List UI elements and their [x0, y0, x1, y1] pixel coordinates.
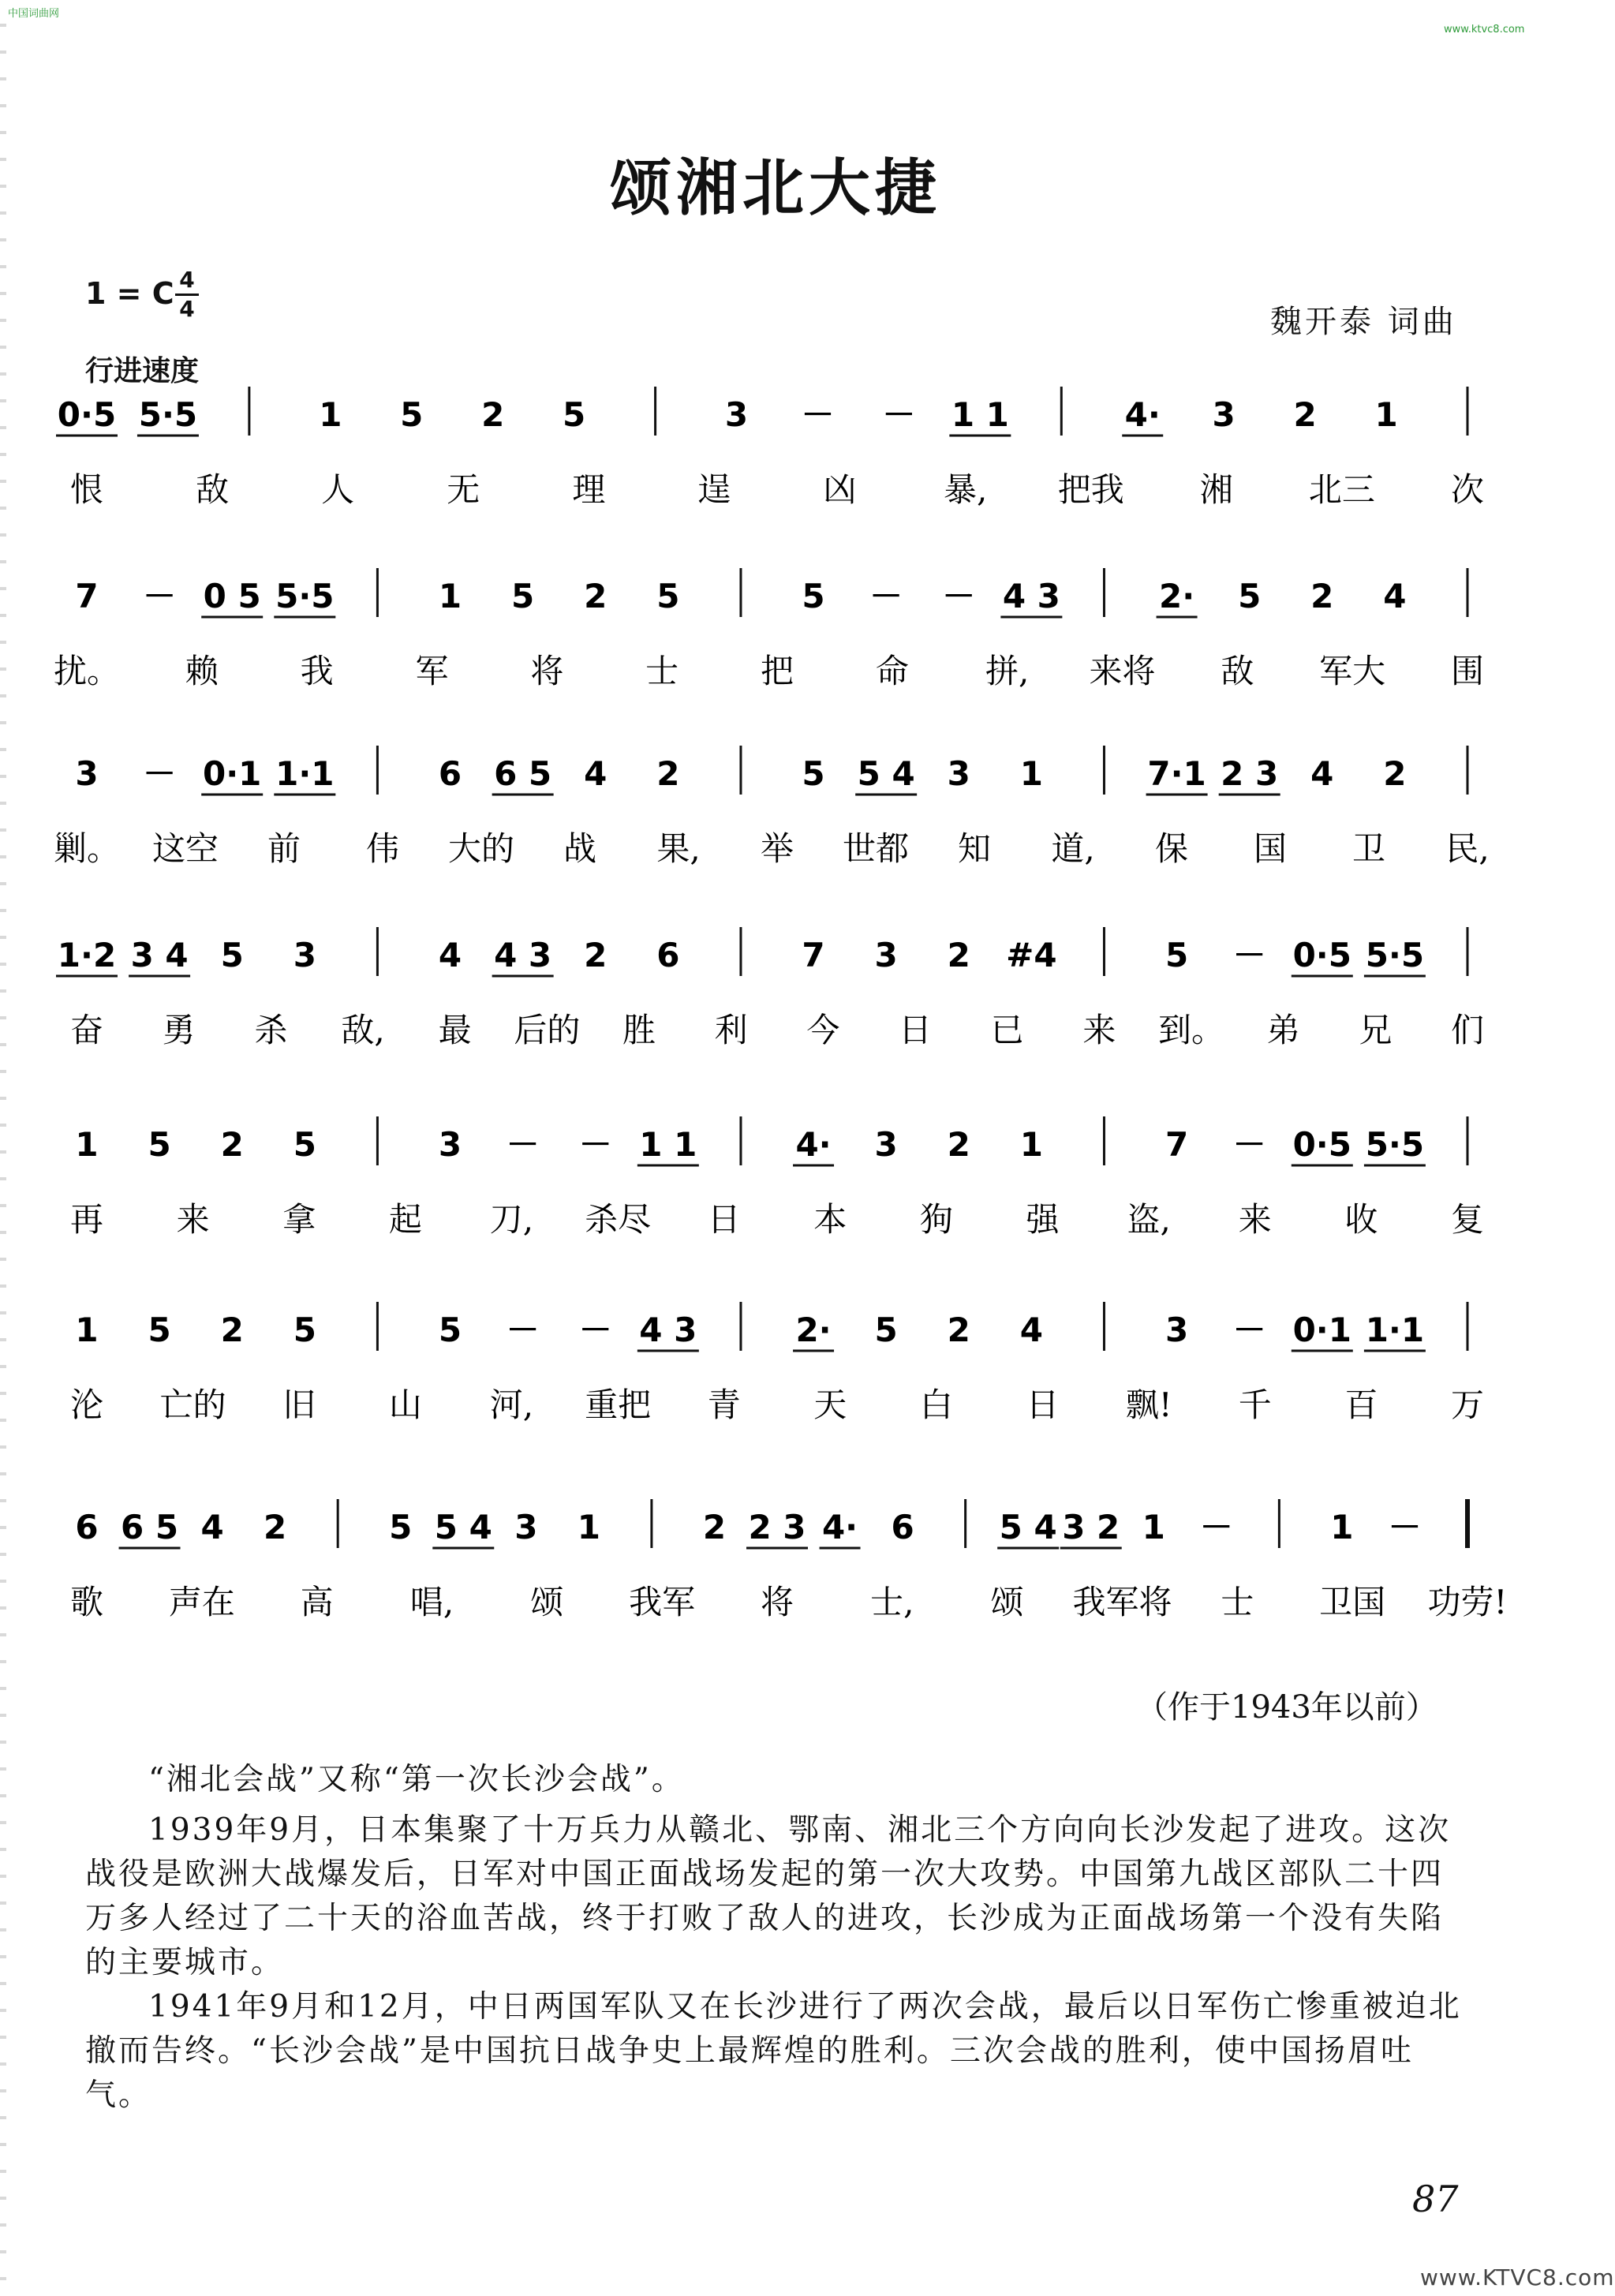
lyric-syllable: 把	[760, 652, 794, 690]
note-token: 2	[584, 936, 607, 974]
note-token: 1	[1019, 754, 1043, 793]
note-token: 1	[1330, 1508, 1354, 1546]
lyric-syllable: 敌,	[341, 1011, 385, 1049]
lyric-syllable: 世都	[842, 829, 910, 868]
lyric-syllable: 日	[898, 1011, 933, 1049]
lyric-syllable: 凶	[823, 470, 857, 509]
note-token: 6	[438, 754, 462, 793]
lyric-syllable: 大的	[447, 829, 515, 868]
lyric-syllable: 日	[1026, 1385, 1060, 1424]
note-token: －	[869, 577, 903, 615]
lyric-syllable: 千	[1238, 1385, 1272, 1424]
note-token: －	[882, 395, 916, 434]
lyric-syllable: 拿	[282, 1200, 316, 1239]
note-token: 5 4	[999, 1508, 1057, 1546]
lyric-syllable: 战	[563, 829, 597, 868]
lyric-syllable: 果,	[656, 829, 701, 868]
lyric-syllable: 杀尽	[585, 1200, 652, 1239]
lyric-syllable: 知	[957, 829, 992, 868]
note-token: 6 5	[121, 1508, 179, 1546]
note-token: 1	[1142, 1508, 1165, 1546]
lyric-syllable: 剿。	[53, 829, 121, 868]
lyric-syllable: 士	[645, 652, 679, 690]
note-token: 0·5	[57, 395, 117, 434]
note-token: 3	[293, 936, 316, 974]
note-paragraph-2: 1939年9月，日本集聚了十万兵力从赣北、鄂南、湘北三个方向向长沙发起了进攻。这次战役是欧洲大战爆发后，日军对中国正面战场发起的第一次大攻势。中国第九战区部队二十四万多人经过了二十天的浴血苦战，终于打败了敌人的进攻，长沙成为正面战场第一个没有失陷的主要城市。	[85, 1812, 1452, 1980]
lyric-syllable: 本	[813, 1200, 847, 1239]
note-paragraph-1: “湘北会战”又称“第一次长沙会战”。	[148, 1762, 685, 1797]
note-token: 5·5	[138, 395, 198, 434]
lyric-syllable: 强	[1026, 1200, 1060, 1239]
note-token: 6	[75, 1508, 99, 1546]
lyric-syllable: 这空	[151, 829, 219, 868]
note-token: 2	[656, 754, 680, 793]
lyric-syllable: 士	[1221, 1583, 1254, 1621]
note-token: －	[578, 1125, 612, 1164]
lyric-syllable: 保	[1154, 829, 1189, 868]
note-token: 2	[1383, 754, 1407, 793]
lyric-syllable: 日	[707, 1200, 741, 1239]
note-token: 4 3	[1002, 577, 1060, 615]
lyric-syllable: 胜	[622, 1011, 656, 1049]
lyric-syllable: 人	[321, 470, 355, 509]
note-token: －	[1232, 1125, 1266, 1164]
note-token: 2	[947, 1311, 970, 1349]
lyric-syllable: 河,	[489, 1385, 534, 1424]
lyric-syllable: 天	[813, 1385, 847, 1424]
lyric-syllable: 我	[300, 652, 334, 690]
note-token: 5	[1165, 936, 1189, 974]
note-token: －	[942, 577, 976, 615]
note-token: 1·1	[275, 754, 335, 793]
note-token: 5	[438, 1311, 462, 1349]
lyric-syllable: 颂	[990, 1583, 1024, 1621]
lyric-syllable: 狗	[919, 1200, 953, 1239]
note-token: 3	[438, 1125, 462, 1164]
note-token: 4	[584, 754, 607, 793]
note-token: 2	[947, 936, 970, 974]
note-token: 5	[400, 395, 424, 434]
note-token: 2·	[795, 1311, 832, 1349]
note-token: 5	[293, 1311, 316, 1349]
lyric-syllable: 北三	[1308, 470, 1375, 509]
note-token: 2	[947, 1125, 970, 1164]
note-token: 4	[438, 936, 462, 974]
lyric-syllable: 前	[267, 829, 301, 868]
lyric-syllable: 恨	[69, 470, 104, 509]
note-token: 1 1	[951, 395, 1009, 434]
meter-top: 4	[179, 267, 195, 293]
note-token: 2	[1293, 395, 1317, 434]
lyric-syllable: 来	[1238, 1200, 1272, 1239]
note-token: 7	[1165, 1125, 1189, 1164]
note-token: 1·2	[57, 936, 117, 974]
note-token: 5	[802, 577, 825, 615]
note-token: 1	[75, 1311, 99, 1349]
note-token: 4·	[795, 1125, 832, 1164]
song-title: 颂湘北大捷	[609, 152, 941, 224]
note-token: 5	[148, 1125, 171, 1164]
note-token: 2 3	[1221, 754, 1279, 793]
note-token: 2	[1310, 577, 1334, 615]
lyric-syllable: 杀	[254, 1011, 288, 1049]
lyric-syllable: 声在	[168, 1583, 235, 1621]
lyric-syllable: 国	[1253, 829, 1288, 868]
note-token: 4	[200, 1508, 224, 1546]
note-token: 5	[1238, 577, 1262, 615]
note-token: 1	[1374, 395, 1398, 434]
key-signature: 1 = C	[85, 276, 174, 311]
lyric-syllable: 已	[990, 1011, 1024, 1049]
note-token: 0·1	[203, 754, 262, 793]
note-token: 5	[656, 577, 680, 615]
note-token: 2	[220, 1125, 244, 1164]
note-token: 5·5	[275, 577, 335, 615]
note-token: 5·5	[1365, 936, 1425, 974]
note-token: －	[506, 1311, 540, 1349]
note-token: －	[1232, 936, 1266, 974]
note-token: 0 5	[203, 577, 261, 615]
note-token: 5	[511, 577, 535, 615]
lyric-syllable: 歌	[69, 1583, 104, 1621]
note-token: 1	[75, 1125, 99, 1164]
lyric-syllable: 百	[1344, 1385, 1378, 1424]
lyric-syllable: 颂	[530, 1583, 564, 1621]
note-token: 5	[389, 1508, 413, 1546]
note-token: 0·5	[1292, 936, 1351, 974]
lyric-syllable: 功劳!	[1427, 1583, 1508, 1621]
lyric-syllable: 亡的	[159, 1385, 226, 1424]
note-token: －	[143, 754, 177, 793]
note-token: －	[1388, 1508, 1422, 1546]
note-token: 5 4	[434, 1508, 492, 1546]
tempo-marking: 行进速度	[85, 355, 200, 387]
note-paragraph-3: 1941年9月和12月，中日两国军队又在长沙进行了两次会战，最后以日军伤亡惨重被迫北撤而告终。“长沙会战”是中国抗日战争史上最辉煌的胜利。三次会战的胜利，使中国扬眉吐气。	[85, 1989, 1462, 2113]
lyric-syllable: 来将	[1089, 652, 1156, 690]
lyric-syllable: 拼,	[985, 652, 1030, 690]
lyric-syllable: 扰。	[53, 652, 121, 690]
lyric-syllable: 旧	[282, 1385, 316, 1424]
lyric-syllable: 最	[438, 1011, 472, 1049]
note-token: 2	[220, 1311, 244, 1349]
note-token: 4 3	[639, 1311, 697, 1349]
note-token: 0·5	[1292, 1125, 1351, 1164]
note-token: 4	[1383, 577, 1407, 615]
note-token: 4·	[821, 1508, 858, 1546]
note-token: 4·	[1124, 395, 1161, 434]
note-token: 2	[264, 1508, 287, 1546]
note-token: 3	[874, 936, 898, 974]
note-token: 6 5	[494, 754, 552, 793]
lyric-syllable: 重把	[585, 1385, 652, 1424]
note-token: 5	[874, 1311, 898, 1349]
lyric-syllable: 我军	[629, 1583, 696, 1621]
note-token: 1·1	[1365, 1311, 1425, 1349]
note-token: 0·1	[1292, 1311, 1351, 1349]
note-token: 7	[802, 936, 825, 974]
note-token: 1	[577, 1508, 600, 1546]
lyric-syllable: 们	[1450, 1011, 1485, 1049]
note-token: 5	[563, 395, 586, 434]
note-token: 2	[481, 395, 505, 434]
lyric-syllable: 围	[1450, 652, 1485, 690]
lyric-syllable: 暴,	[943, 470, 988, 509]
note-token: 5	[802, 754, 825, 793]
lyric-syllable: 利	[714, 1011, 748, 1049]
lyric-syllable: 军大	[1319, 652, 1386, 690]
lyric-syllable: 民,	[1445, 829, 1490, 868]
note-token: 4 3	[494, 936, 552, 974]
note-token: 1	[319, 395, 342, 434]
note-token: 2	[584, 577, 607, 615]
lyric-syllable: 白	[919, 1385, 953, 1424]
lyric-syllable: 山	[388, 1385, 422, 1424]
note-token: －	[1232, 1311, 1266, 1349]
lyric-syllable: 收	[1344, 1200, 1378, 1239]
page-number: 87	[1412, 2178, 1459, 2220]
note-token: 5	[220, 936, 244, 974]
note-token: 5	[293, 1125, 316, 1164]
lyric-syllable: 奋	[69, 1011, 104, 1049]
lyric-syllable: 万	[1450, 1385, 1485, 1424]
lyric-syllable: 卫	[1351, 829, 1386, 868]
lyric-syllable: 次	[1450, 470, 1485, 509]
watermark-top-left: 中国词曲网	[8, 8, 60, 20]
note-token: 2 3	[748, 1508, 806, 1546]
note-token: 3	[75, 754, 99, 793]
note-token: 3	[514, 1508, 538, 1546]
note-token: 2	[702, 1508, 727, 1546]
note-token: －	[801, 395, 835, 434]
note-token: 5·5	[1365, 1125, 1425, 1164]
lyric-syllable: 我军将	[1072, 1583, 1172, 1621]
lyric-syllable: 举	[760, 829, 794, 868]
lyric-syllable: 命	[875, 652, 909, 690]
note-token: #4	[1006, 936, 1057, 974]
lyric-syllable: 敌	[1221, 652, 1254, 690]
lyric-syllable: 刀,	[489, 1200, 534, 1239]
note-token: 4	[1019, 1311, 1043, 1349]
lyric-syllable: 道,	[1051, 829, 1095, 868]
author-credit: 魏开泰 词曲	[1270, 304, 1457, 340]
lyric-syllable: 青	[707, 1385, 741, 1424]
watermark-top-right: www.ktvc8.com	[1444, 24, 1525, 36]
lyric-syllable: 今	[806, 1011, 840, 1049]
watermark-bottom-right: www.KTVC8.com	[1420, 2264, 1615, 2290]
note-token: 1	[438, 577, 462, 615]
note-token: 5 4	[857, 754, 915, 793]
note-token: 1 1	[639, 1125, 697, 1164]
note-token: 1	[1019, 1125, 1043, 1164]
note-token: 7·1	[1147, 754, 1206, 793]
lyric-syllable: 逞	[697, 470, 731, 509]
lyric-syllable: 来	[1082, 1011, 1116, 1049]
lyric-syllable: 卫国	[1319, 1583, 1386, 1621]
note-token: 3	[947, 754, 970, 793]
note-token: 4	[1310, 754, 1334, 793]
note-token: 2·	[1158, 577, 1195, 615]
lyric-syllable: 来	[176, 1200, 210, 1239]
note-token: 3	[1165, 1311, 1189, 1349]
lyric-syllable: 沦	[69, 1385, 104, 1424]
lyric-syllable: 军	[415, 652, 449, 690]
lyric-syllable: 到。	[1157, 1011, 1225, 1049]
lyric-syllable: 复	[1450, 1200, 1485, 1239]
composition-date: （作于1943年以前）	[1136, 1689, 1437, 1726]
note-token: 3 4	[130, 936, 189, 974]
lyric-syllable: 把我	[1057, 470, 1124, 509]
note-token: －	[506, 1125, 540, 1164]
lyric-syllable: 再	[69, 1200, 104, 1239]
lyric-syllable: 伟	[365, 829, 400, 868]
lyric-syllable: 无	[447, 470, 480, 509]
lyric-syllable: 飘!	[1125, 1385, 1172, 1424]
note-token: 3	[874, 1125, 898, 1164]
lyric-syllable: 将	[530, 652, 564, 690]
lyric-syllable: 盗,	[1127, 1200, 1171, 1239]
lyric-syllable: 敌	[196, 470, 230, 509]
lyric-syllable: 起	[388, 1200, 422, 1239]
note-token: 6	[891, 1508, 914, 1546]
lyric-syllable: 士,	[870, 1583, 914, 1621]
note-token: －	[143, 577, 177, 615]
note-token: 3	[724, 395, 749, 434]
lyric-syllable: 赖	[185, 652, 219, 690]
lyric-syllable: 弟	[1266, 1011, 1300, 1049]
lyric-syllable: 后的	[514, 1011, 581, 1049]
note-token: 6	[656, 936, 680, 974]
note-token: －	[1199, 1508, 1233, 1546]
note-token: 3 2	[1062, 1508, 1120, 1546]
meter-bottom: 4	[179, 296, 195, 322]
lyric-syllable: 高	[300, 1583, 334, 1621]
note-token: 5	[148, 1311, 171, 1349]
lyric-syllable: 湘	[1199, 470, 1233, 509]
note-token: 7	[75, 577, 99, 615]
lyric-syllable: 将	[760, 1583, 794, 1621]
lyric-syllable: 兄	[1359, 1011, 1393, 1049]
lyric-syllable: 理	[572, 470, 606, 509]
lyric-syllable: 唱,	[409, 1583, 454, 1621]
note-token: 3	[1212, 395, 1236, 434]
lyric-syllable: 勇	[162, 1011, 196, 1049]
note-token: －	[578, 1311, 612, 1349]
